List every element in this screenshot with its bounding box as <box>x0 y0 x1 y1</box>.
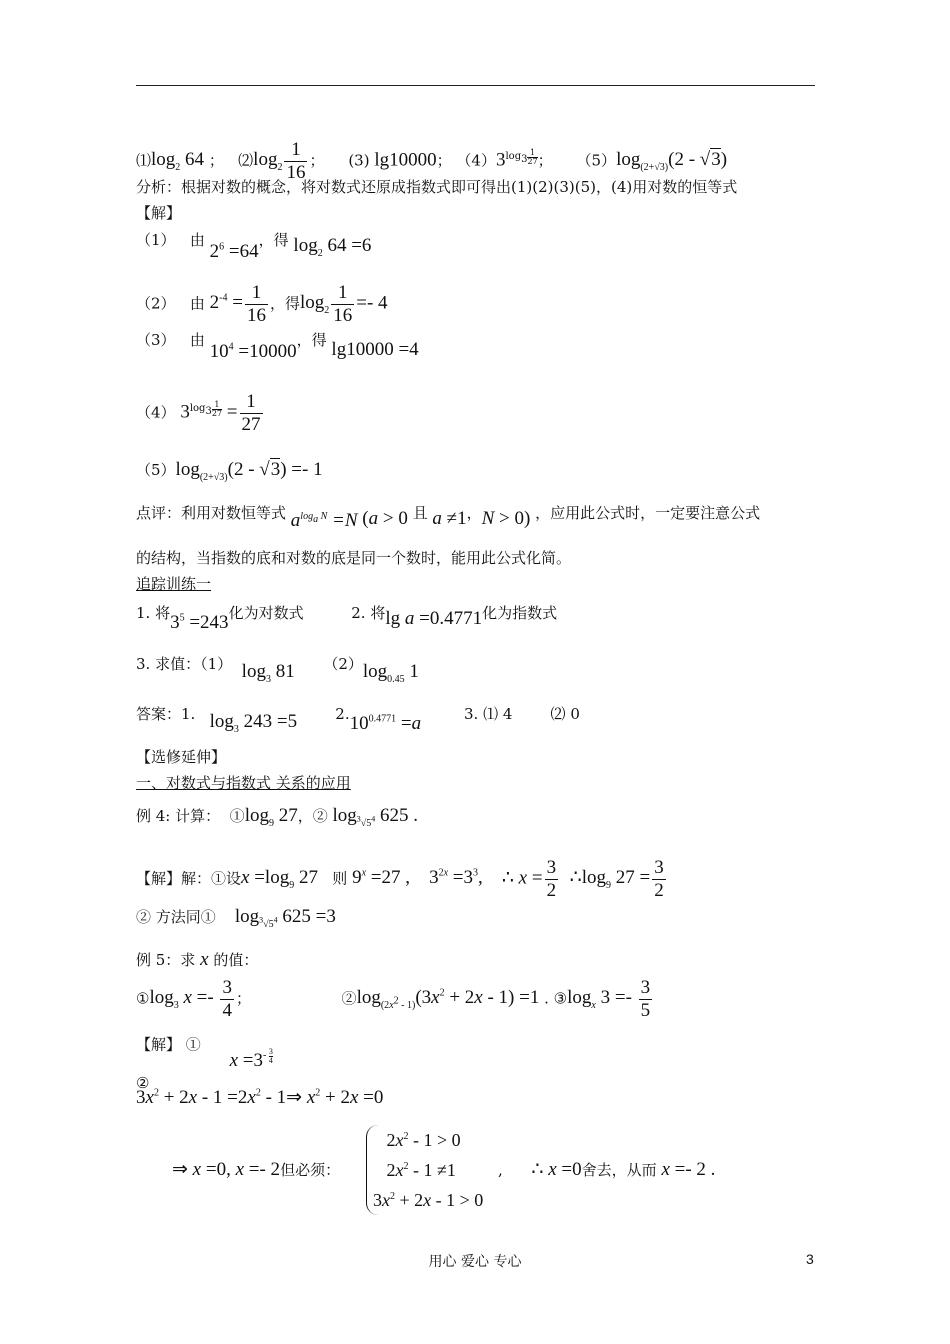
example-5-conclusion: ⇒ x =0, x =- 2但必须： <box>172 1159 341 1180</box>
problem-5-label: （5） <box>576 151 617 170</box>
solution-heading: 【解】 <box>136 204 182 222</box>
example-5-solution-2: $3x^2 + 2x - 1 =2x^2$ - 1⇒ $x^2 + 2x =0$ <box>136 1087 384 1108</box>
remark-line-2: 的结构，当指数的底和对数的底是同一个数时，能用此公式化简。 <box>136 549 572 567</box>
step-4: （4） $3^{log_3 \frac{1}{27}}$ = $\frac{1}{27}$ <box>136 391 261 435</box>
problem-4-label: （4） <box>456 151 496 170</box>
problem-3-label: (3) <box>348 151 370 170</box>
page-number: 3 <box>806 1251 814 1267</box>
step-5: $(5)\log_{(2+√3)}(2 - √3) =- 1$ <box>136 459 323 483</box>
example-5-problems: $①\log_3$ x =- $\frac{3}{4}$ ； $②\log_{(2x^2 - 1)}(3x^2 + 2x - 1) =1$ . $③\log_x$ 3 =- $\frac{3}{5}$ <box>136 977 651 1021</box>
example-5-solution-1: 【解】 ① $x =3^{- \frac{3}{4}}$ <box>136 1035 273 1071</box>
practice-q1-q2: 1. 将$3^5 =243$化为对数式 2. 将lg a =0.4771化为指数式 <box>136 604 558 633</box>
example-4-solution: 【解】解：①设$x =\log_9$ 27 则 $9^x =27$ , $3^{2x} =3^3$, ∴ x = $\frac{3}{2}$ $\therefore\log_9$ 27 = $\frac{3}{2}$ <box>136 857 664 901</box>
condition-system: $2x^2 - 1 > 0$ $2x^2 - 1 \ne 1$ $3x^2 + 2x - 1 > 0$ <box>366 1125 483 1215</box>
remark-line-1: 点评：利用对数恒等式 $a^{log_a N} =N$ (a > 0 且 a ≠1，N > 0) ，应用此公式时，一定要注意公式 <box>136 504 761 531</box>
practice-answers: 答案：1. $\log_3 243 =5$ $2.10^{0.4771} =a$ 3. ⑴ 4 ⑵ 0 <box>136 705 580 735</box>
example-5: 例 5：求 x 的值： <box>136 949 259 970</box>
problem-1-label: ⑴ <box>136 151 152 170</box>
example-5-final: , ∴ x =0舍去，从而 x =- 2 . <box>498 1159 716 1180</box>
elective-section: 一、对数式与指数式 关系的应用 <box>136 774 351 792</box>
step-3: （3） 由 $10^4 =10000$，得 lg10000 =4 <box>136 331 419 362</box>
example-4: 例 4: 计算： $①\log_9$ 27，② $\log_{^3√5^4} 625$ . <box>136 805 419 829</box>
page-footer: 用心 爱心 专心 <box>428 1254 522 1270</box>
problem-2-label: ⑵ <box>238 151 254 170</box>
practice-heading: 追踪训练一 <box>136 575 212 593</box>
example-4-method: ② 方法同① $\log_{^3√5^4} 625 =3$ <box>136 906 336 930</box>
elective-heading: 【选修延伸】 <box>136 748 227 766</box>
practice-q3: 3. 求值：（1） $\log_3 81$ $(2)\log_{0.45}$ 1 <box>136 655 419 685</box>
step-1: （1） 由 $2^6 =64$，得 $\log_2 64 =6$ <box>136 231 372 262</box>
example-5-solution-2-label: ② <box>136 1074 150 1092</box>
header-rule <box>136 85 815 86</box>
step-2: （2） 由 $2^{-4}$ = $\frac{1}{16}$ ，得$\log_2$ $\frac{1}{16}$ =- 4 <box>136 282 388 326</box>
analysis-text: 分析：根据对数的概念，将对数式还原成指数式即可得出(1)(2)(3)(5)，(4)用对数的恒等式 <box>136 178 738 196</box>
problems-line: $⑴\log_2$ 64 ； $⑵\log_2$ $\frac{1}{16}$ ； (3) lg10000； $(4)3^{log_3 \frac{1}{27}}$ ； $(5)\log_{(2+√3)}(2 - √3)$ <box>136 139 728 183</box>
